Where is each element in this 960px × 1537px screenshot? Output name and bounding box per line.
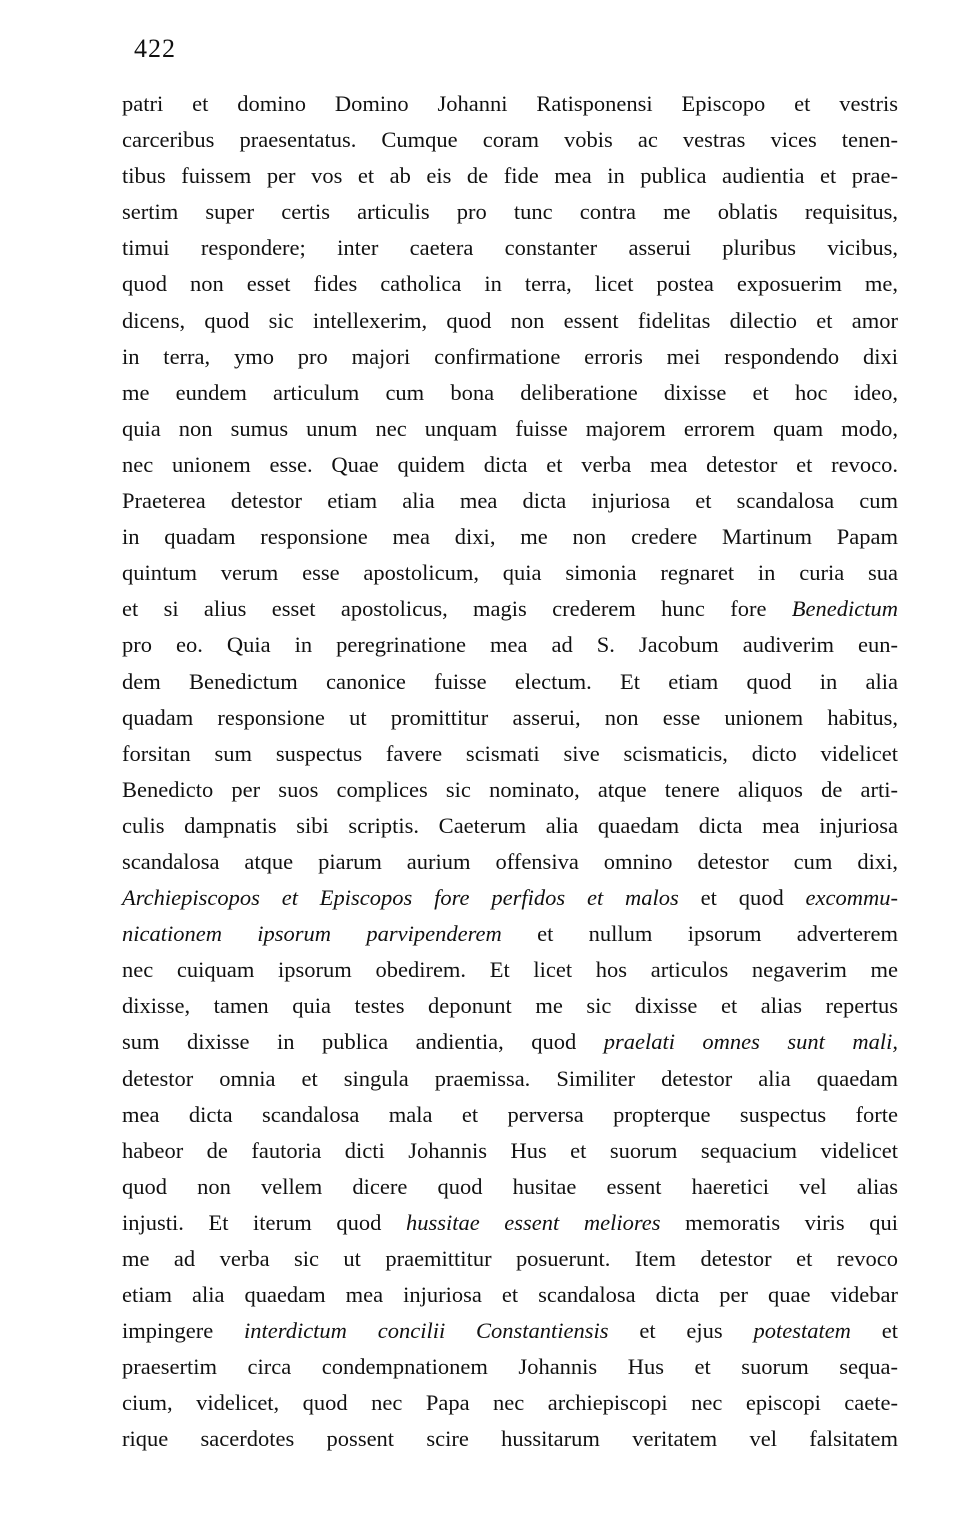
text-segment: et si alius esset apostolicus, magis crederem hunc fore [122,596,792,622]
text-segment: in terra, ymo pro majori confirmatione erroris mei respondendo dixi [122,343,898,369]
text-segment: et quod [678,885,806,911]
text-segment: praesertim circa condempnationem Johannis Hus et suorum sequa- [122,1354,898,1380]
text-line [122,1169,898,1205]
text-segment: nec unionem esse. Quae quidem dicta et verba mea detestor et revoco. [122,451,898,477]
text-segment: sertim super certis articulis pro tunc contra me oblatis requisitus, [122,199,898,225]
text-line [122,1349,898,1385]
text-line [122,266,898,302]
italic-segment: praelati omnes sunt mali, [603,1029,899,1055]
text-segment: dem Benedictum canonice fuisse electum. Et etiam quod in alia [122,668,898,694]
text-line [122,1133,898,1169]
text-segment: quod non vellem dicere quod husitae essent haeretici vel alias [122,1173,898,1199]
italic-segment: Benedictum [791,596,898,622]
text-segment: quod non esset fides catholica in terra, licet postea exposuerim me, [122,271,898,297]
text-segment: quadam responsione ut promittitur asserui, non esse unionem habitus, [122,704,898,730]
text-line [122,988,898,1024]
italic-segment: potestatem [753,1318,851,1344]
text-line [122,1385,898,1421]
text-segment: dixisse, tamen quia testes deponunt me sic dixisse et alias repertus [122,993,898,1019]
text-line [122,230,898,266]
italic-segment: Archiepiscopos et Episcopos fore perfidos et malos [122,885,679,911]
text-segment: quia non sumus unum nec unquam fuisse majorem errorem quam modo, [122,415,898,441]
text-line [122,844,898,880]
body-text [122,86,898,1458]
text-line [122,808,898,844]
text-segment: patri et domino Domino Johanni Ratisponensi Episcopo et vestris [122,91,898,116]
text-line [122,339,898,375]
text-line [122,483,898,519]
italic-segment: hussitae essent meliores [405,1209,661,1235]
text-segment: carceribus praesentatus. Cumque coram vobis ac vestras vices tenen- [122,127,898,153]
italic-segment: excommu- [805,885,898,911]
text-line [122,627,898,663]
text-line [122,555,898,591]
text-segment: et [850,1318,898,1344]
text-line [122,86,898,122]
text-line [122,1313,898,1349]
text-line [122,736,898,772]
text-segment: pro eo. Quia in peregrinatione mea ad S. Jacobum audiverim eun- [122,632,898,658]
text-segment: mea dicta scandalosa mala et perversa propterque suspectus forte [122,1101,898,1127]
text-line [122,303,898,339]
text-line [122,1097,898,1133]
italic-segment: nicationem ipsorum parvipenderem [122,921,502,947]
text-line [122,158,898,194]
text-line [122,772,898,808]
text-segment: detestor omnia et singula praemissa. Similiter detestor alia quaedam [122,1065,898,1091]
text-segment: me ad verba sic ut praemittitur posuerunt. Item detestor et revoco [122,1246,898,1271]
text-line [122,194,898,230]
text-line [122,122,898,158]
text-segment: scandalosa atque piarum aurium offensiva omnino detestor cum dixi, [122,848,898,874]
text-segment: tibus fuissem per vos et ab eis de fide mea in publica audientia et prae- [122,163,898,189]
text-line [122,1241,898,1277]
text-line [122,1205,898,1241]
text-segment: quintum verum esse apostolicum, quia simonia regnaret in curia sua [122,560,898,586]
italic-segment: interdictum concilii Constantiensis [244,1318,609,1344]
text-line [122,411,898,447]
text-segment: in quadam responsione mea dixi, me non credere Martinum Papam [122,524,898,550]
text-segment: forsitan sum suspectus favere scismati sive scismaticis, dicto videlicet [122,740,898,766]
text-segment: et ejus [608,1318,754,1344]
text-segment: impingere [122,1318,245,1344]
text-segment: injusti. Et iterum quod [122,1209,406,1235]
text-segment: dicens, quod sic intellexerim, quod non essent fidelitas dilectio et amor [122,307,898,333]
text-segment: et nullum ipsorum adverterem [501,921,898,947]
page-number: 422 [134,34,176,63]
text-line [122,664,898,700]
text-segment: sum dixisse in publica andientia, quod [122,1029,604,1055]
text-line [122,1277,898,1313]
text-segment: rique sacerdotes possent scire hussitarum veritatem vel falsitatem [122,1426,898,1452]
text-segment: memoratis viris qui [660,1209,898,1235]
text-segment: etiam alia quaedam mea injuriosa et scandalosa dicta per quae videbar [122,1282,898,1308]
text-line [122,519,898,555]
text-segment: Praeterea detestor etiam alia mea dicta injuriosa et scandalosa cum [122,488,898,514]
text-line [122,1024,898,1060]
text-line [122,1421,898,1457]
text-segment: nec cuiquam ipsorum obedirem. Et licet hos articulos negaverim me [122,957,898,983]
text-line [122,375,898,411]
text-line [122,591,898,627]
text-line [122,916,898,952]
text-segment: Benedicto per suos complices sic nominato, atque tenere aliquos de arti- [122,776,898,802]
text-line [122,880,898,916]
text-line [122,700,898,736]
text-line [122,1061,898,1097]
text-segment: me eundem articulum cum bona deliberatione dixisse et hoc ideo, [122,379,898,405]
text-line [122,952,898,988]
text-segment: culis dampnatis sibi scriptis. Caeterum alia quaedam dicta mea injuriosa [122,812,898,838]
text-line [122,447,898,483]
text-segment: timui respondere; inter caetera constanter asserui pluribus vicibus, [122,235,898,261]
text-segment: cium, videlicet, quod nec Papa nec archiepiscopi nec episcopi caete- [122,1390,898,1416]
text-segment: habeor de fautoria dicti Johannis Hus et suorum sequacium videlicet [122,1137,898,1163]
